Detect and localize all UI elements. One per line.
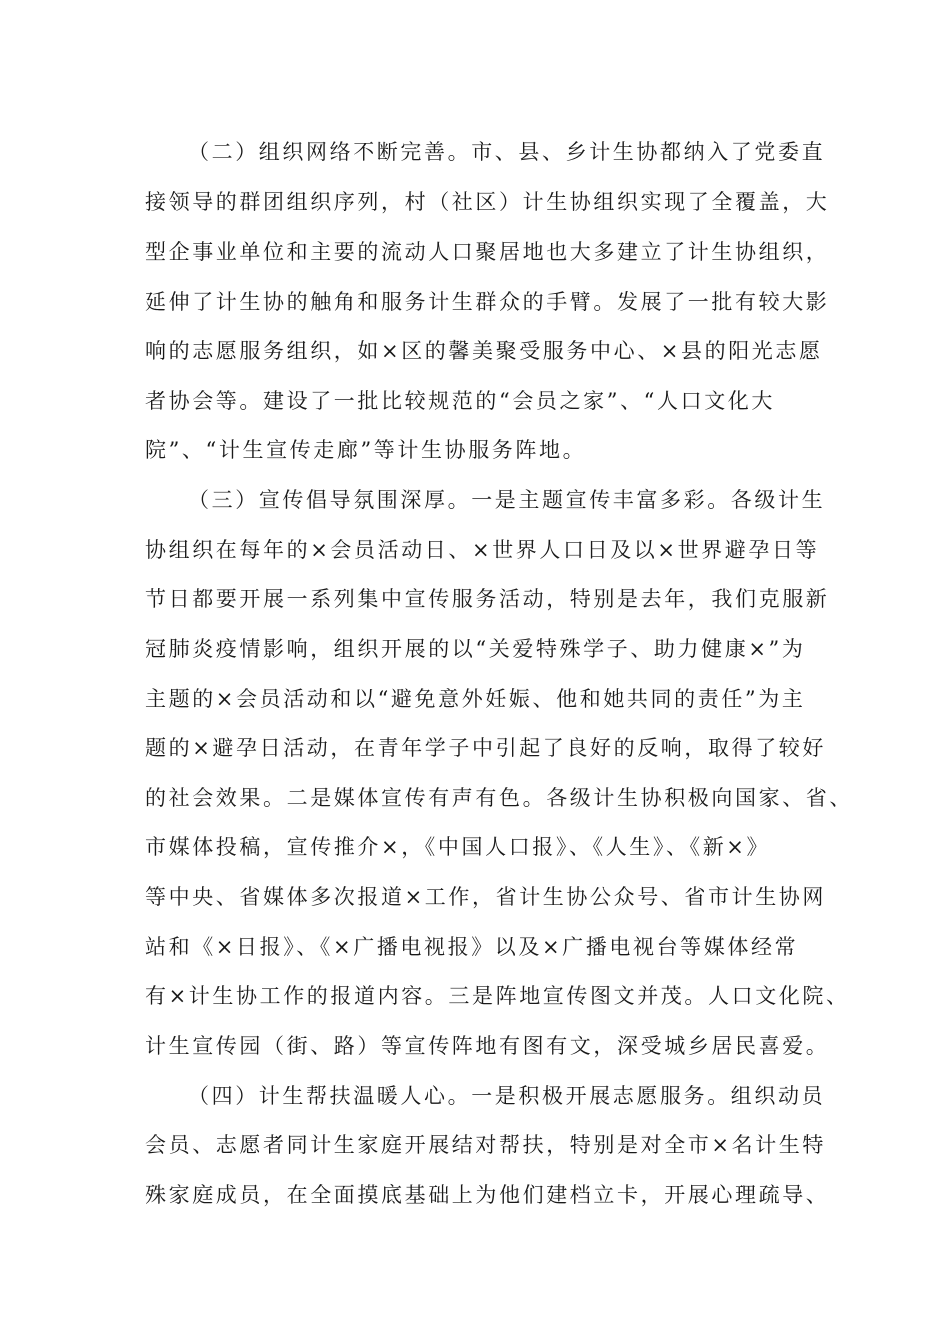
paragraph-line: 型企事业单位和主要的流动人口聚居地也大多建立了计生协组织， bbox=[145, 240, 830, 264]
paragraph-line: （四）计生帮扶温暖人心。一是积极开展志愿服务。组织动员 bbox=[188, 1084, 826, 1108]
paragraph-line: 题的×避孕日活动，在青年学子中引起了良好的反响，取得了较好 bbox=[145, 736, 826, 760]
paragraph-line: 冠肺炎疫情影响，组织开展的以“关爱特殊学子、助力健康×”为 bbox=[145, 637, 806, 661]
paragraph-line: 市媒体投稿，宣传推介×，《中国人口报》、《人生》、《新×》 bbox=[145, 835, 771, 859]
paragraph-line: 会员、志愿者同计生家庭开展结对帮扶，特别是对全市×名计生特 bbox=[145, 1133, 826, 1157]
paragraph-line: 殊家庭成员，在全面摸底基础上为他们建档立卡，开展心理疏导、 bbox=[145, 1183, 830, 1207]
paragraph-line: 计生宣传园（街、路）等宣传阵地有图有文，深受城乡居民喜爱。 bbox=[145, 1034, 830, 1058]
paragraph-line: 院”、“计生宣传走廊”等计生协服务阵地。 bbox=[145, 438, 587, 462]
paragraph-line: 节日都要开展一系列集中宣传服务活动，特别是去年，我们克服新 bbox=[145, 587, 830, 611]
paragraph-line: 接领导的群团组织序列，村（社区）计生协组织实现了全覆盖，大 bbox=[145, 190, 830, 214]
paragraph-line: 延伸了计生协的触角和服务计生群众的手臂。发展了一批有较大影 bbox=[145, 290, 830, 314]
paragraph-line: （三）宣传倡导氛围深厚。一是主题宣传丰富多彩。各级计生 bbox=[188, 488, 826, 512]
paragraph-line: 站和《×日报》、《×广播电视报》以及×广播电视台等媒体经常 bbox=[145, 935, 799, 959]
paragraph-line: 响的志愿服务组织，如×区的馨美聚受服务中心、×县的阳光志愿 bbox=[145, 339, 823, 363]
paragraph-line: 者协会等。建设了一批比较规范的“会员之家”、“人口文化大 bbox=[145, 389, 776, 413]
paragraph-line: 的社会效果。二是媒体宣传有声有色。各级计生协积极向国家、省、 bbox=[145, 786, 853, 810]
paragraph-line: （二）组织网络不断完善。市、县、乡计生协都纳入了党委直 bbox=[188, 140, 826, 164]
paragraph-line: 协组织在每年的×会员活动日、×世界人口日及以×世界避孕日等 bbox=[145, 538, 820, 562]
paragraph-line: 等中央、省媒体多次报道×工作，省计生协公众号、省市计生协网 bbox=[145, 885, 826, 909]
paragraph-line: 有×计生协工作的报道内容。三是阵地宣传图文并茂。人口文化院、 bbox=[145, 984, 850, 1008]
paragraph-line: 主题的×会员活动和以“避免意外妊娠、他和她共同的责任”为主 bbox=[145, 687, 806, 711]
